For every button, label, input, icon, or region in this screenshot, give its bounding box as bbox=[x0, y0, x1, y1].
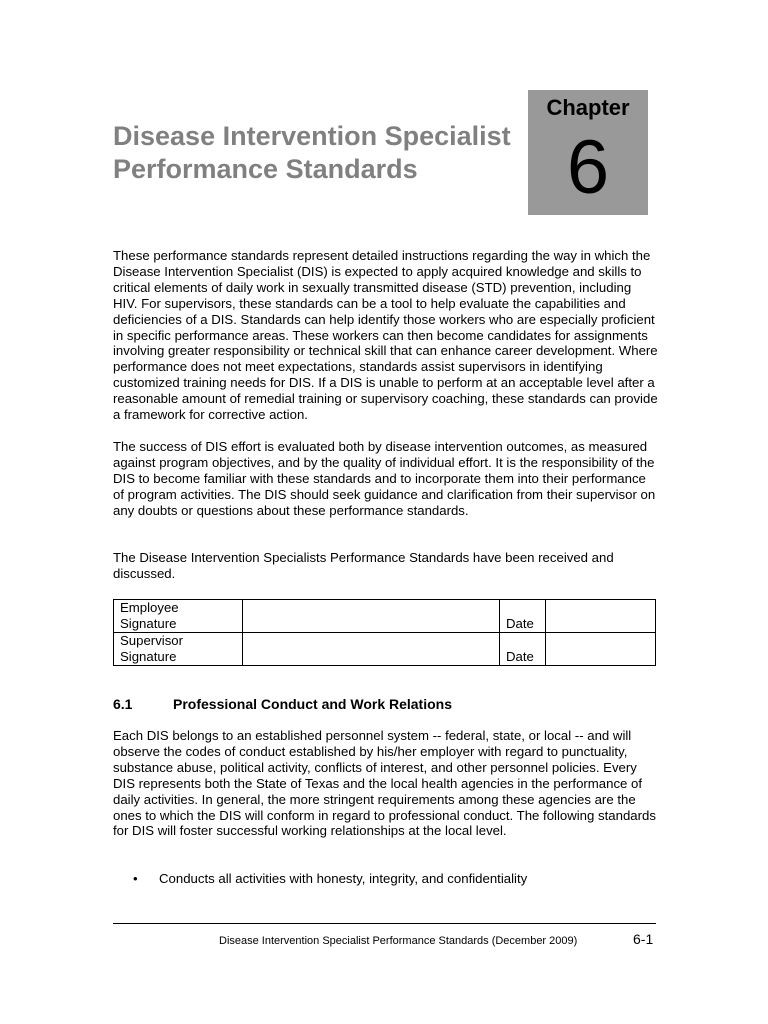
section-paragraph: Each DIS belongs to an established personnel system -- federal, state, or local -- and will observe the codes of conduct established by his/her employer with regard to punctuality, substance abuse, political activity, conflicts of interest, and other personnel policies. Every DIS represents both the State of Texas and the local health agencies in the performance of daily activities. In general, the more stringent requirements among these agencies are the ones to which the DIS will conform in regard to professional conduct. The following standards for DIS will foster successful working relationships at the local level. bbox=[113, 728, 656, 839]
evaluation-paragraph: The success of DIS effort is evaluated both by disease intervention outcomes, as measured against program objectives, and by the quality of individual effort. It is the responsibility of the DIS to become familiar with these standards and to incorporate them into their performance of program activities. The DIS should seek guidance and clarification from their supervisor on any doubts or questions about these performance standards. bbox=[113, 439, 656, 518]
chapter-number: 6 bbox=[566, 125, 610, 210]
table-row bbox=[114, 600, 656, 633]
supervisor-signature-label bbox=[114, 633, 243, 666]
bullet-text: Conducts all activities with honesty, integrity, and confidentiality bbox=[159, 871, 528, 886]
employee-date-field[interactable] bbox=[546, 600, 656, 633]
label-line: Supervisor bbox=[120, 633, 184, 648]
chapter-label: Chapter bbox=[546, 95, 630, 120]
title-line-1: Disease Intervention Specialist bbox=[113, 121, 511, 151]
page-number: 6-1 bbox=[633, 931, 654, 947]
section-number: 6.1 bbox=[113, 696, 133, 712]
table-row bbox=[114, 633, 656, 666]
chapter-title bbox=[113, 120, 533, 186]
supervisor-date-field[interactable] bbox=[546, 633, 656, 666]
bullet-icon: • bbox=[133, 871, 138, 886]
employee-signature-field[interactable] bbox=[243, 600, 500, 633]
title-line-2: Performance Standards bbox=[113, 154, 418, 184]
chapter-badge bbox=[528, 90, 648, 215]
employee-date-label: Date bbox=[500, 600, 546, 633]
section-title: Professional Conduct and Work Relations bbox=[173, 696, 453, 712]
intro-paragraph: These performance standards represent detailed instructions regarding the way in which the Disease Intervention Specialist (DIS) is expected to apply acquired knowledge and skills to critical elements of daily work in sexually transmitted disease (STD) prevention, including HIV. For supervisors, these standards can be a tool to help evaluate the capabilities and deficiencies of a DIS. Standards can help identify those workers who are especially proficient in specific performance areas. These workers can then become candidates for assignments involving greater responsibility or technical skill that can enhance career development. Where performance does not meet expectations, standards assist supervisors in identifying customized training needs for DIS. If a DIS is unable to perform at an acceptable level after a reasonable amount of remedial training or supervisory coaching, these standards can provide a framework for corrective action. bbox=[113, 248, 658, 423]
employee-signature-label bbox=[114, 600, 243, 633]
signature-table bbox=[113, 599, 656, 666]
section-heading bbox=[113, 696, 452, 712]
list-item bbox=[133, 871, 527, 887]
footer-text: Disease Intervention Specialist Performance Standards (December 2009) bbox=[219, 935, 578, 947]
label-line: Signature bbox=[120, 649, 177, 664]
label-line: Employee bbox=[120, 600, 179, 615]
label-line: Signature bbox=[120, 616, 177, 631]
supervisor-date-label: Date bbox=[500, 633, 546, 666]
acknowledgement-paragraph: The Disease Intervention Specialists Performance Standards have been received and discussed. bbox=[113, 550, 614, 581]
supervisor-signature-field[interactable] bbox=[243, 633, 500, 666]
footer-divider bbox=[113, 923, 656, 924]
